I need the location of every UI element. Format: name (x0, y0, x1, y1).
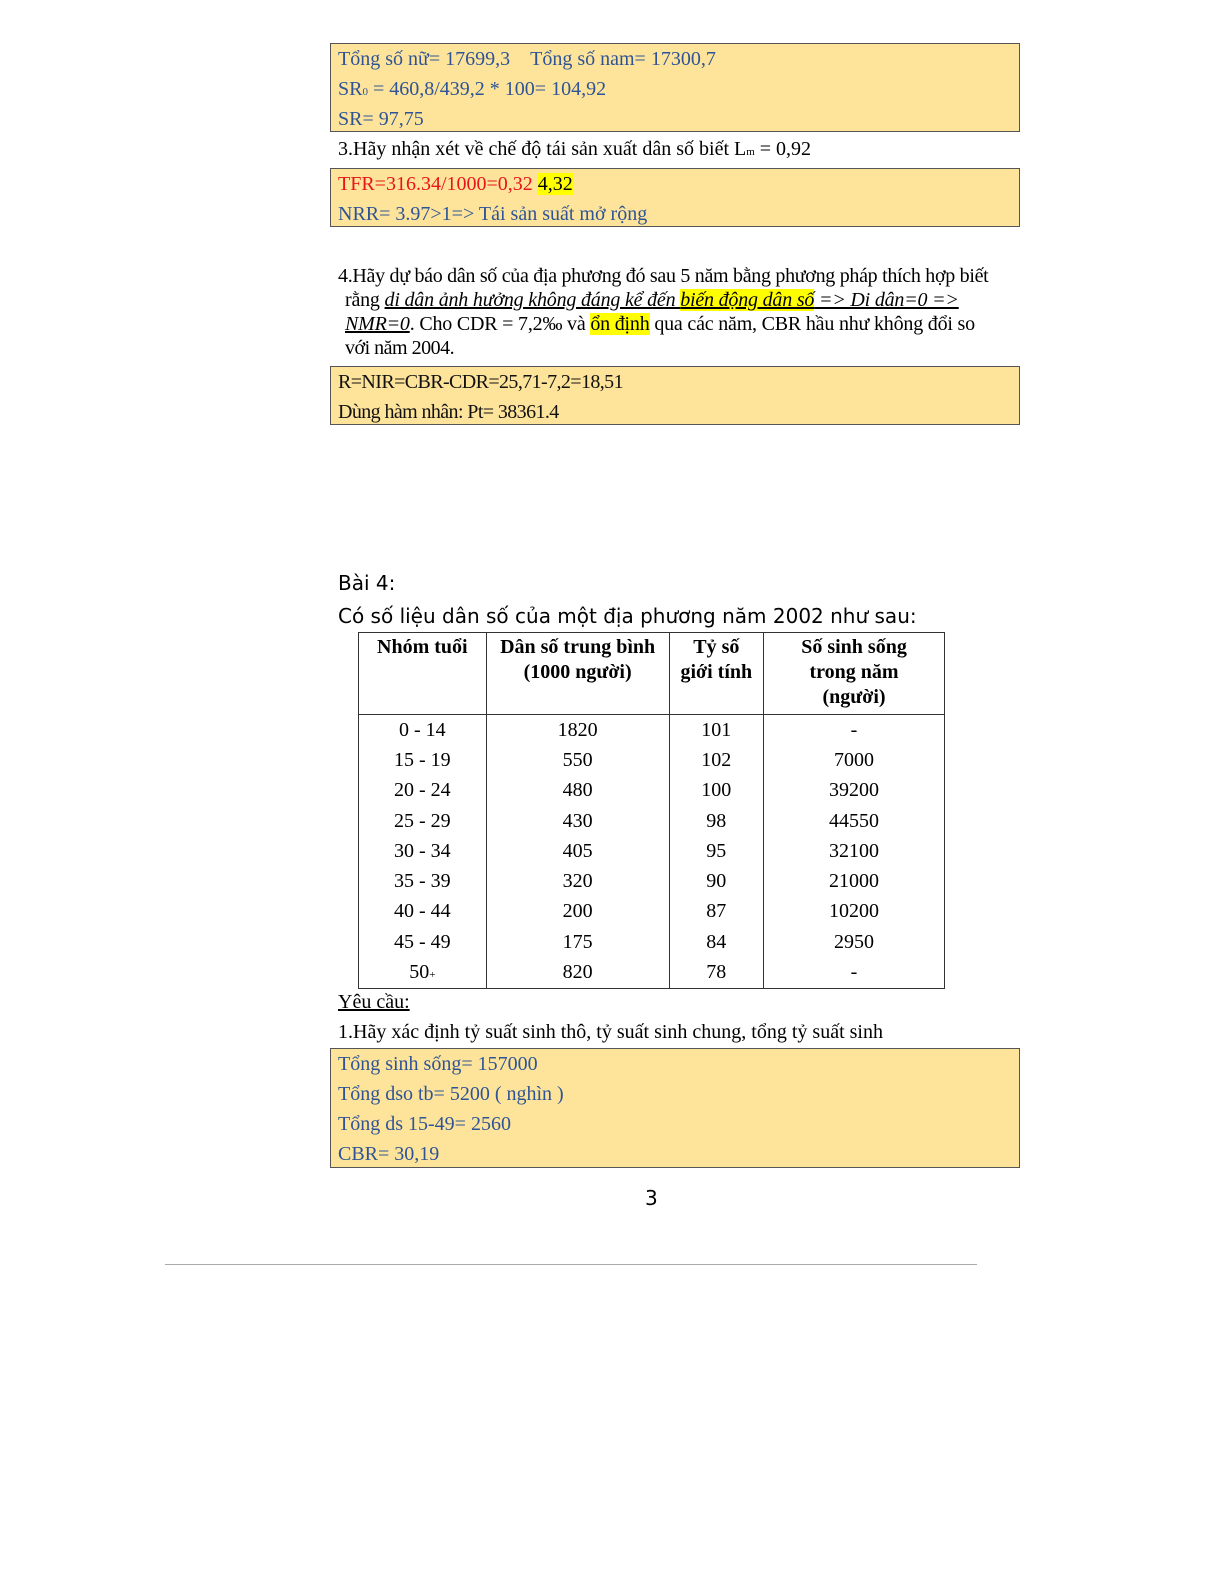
header-live-births: Số sinh sống trong năm (người) (764, 633, 945, 715)
answer-line: SR0 = 460,8/439,2 * 100= 104,92 (338, 78, 607, 100)
exercise-title: Bài 4: (338, 571, 396, 595)
highlight-on-dinh: ổn định (590, 313, 650, 335)
answer-line: SR= 97,75 (338, 108, 424, 130)
highlight-bien-dong: biến động dân số (680, 289, 815, 311)
answer-box-forecast (330, 366, 1020, 425)
requirements-label: Yêu cầu: (338, 991, 410, 1013)
table-row (359, 866, 945, 896)
cell-age-group: 30 - 34 (359, 836, 487, 866)
cell-age-group: 40 - 44 (359, 897, 487, 927)
cell-age-group: 35 - 39 (359, 866, 487, 896)
cell-avg-population: 820 (486, 957, 669, 988)
table-header-row (359, 633, 945, 715)
cell-sex-ratio: 78 (669, 957, 763, 988)
cell-sex-ratio: 100 (669, 776, 763, 806)
header-age-group: Nhóm tuổi (359, 633, 487, 715)
header-sex-ratio: Tỷ số giới tính (669, 633, 763, 715)
page-divider (165, 1264, 977, 1265)
cell-live-births: - (764, 715, 945, 746)
cell-live-births: 44550 (764, 806, 945, 836)
cell-live-births: 32100 (764, 836, 945, 866)
answer-line: CBR= 30,19 (338, 1143, 440, 1165)
tfr-formula: TFR=316.34/1000=0,32 (338, 173, 533, 195)
cell-avg-population: 175 (486, 927, 669, 957)
cell-sex-ratio: 87 (669, 897, 763, 927)
cell-age-group: 20 - 24 (359, 776, 487, 806)
question-3: 3.Hãy nhận xét về chế độ tái sản xuất dân số biết Lm = 0,92 (338, 138, 812, 160)
question-4-line: NMR=0. Cho CDR = 7,2‰ và ổn định qua các năm, CBR hầu như không đổi so (345, 313, 975, 335)
page-number: 3 (645, 1186, 658, 1210)
table-row (359, 806, 945, 836)
answer-box-reproduction (330, 168, 1020, 227)
population-table (358, 632, 945, 989)
table-row (359, 957, 945, 988)
cell-sex-ratio: 101 (669, 715, 763, 746)
answer-box-sex-ratio (330, 43, 1020, 132)
cell-live-births: 10200 (764, 897, 945, 927)
highlighted-value: 4,32 (537, 173, 573, 195)
cell-sex-ratio: 90 (669, 866, 763, 896)
cell-age-group: 25 - 29 (359, 806, 487, 836)
cell-sex-ratio: 84 (669, 927, 763, 957)
answer-line (338, 169, 1012, 199)
cell-sex-ratio: 98 (669, 806, 763, 836)
cell-avg-population: 480 (486, 776, 669, 806)
cell-live-births: 2950 (764, 927, 945, 957)
table-row (359, 715, 945, 746)
answer-line: Tổng dso tb= 5200 ( nghìn ) (338, 1083, 564, 1105)
cell-sex-ratio: 95 (669, 836, 763, 866)
answer-line: R=NIR=CBR-CDR=25,71-7,2=18,51 (338, 371, 623, 393)
header-avg-population: Dân số trung bình (1000 người) (486, 633, 669, 715)
cell-avg-population: 405 (486, 836, 669, 866)
exercise-intro: Có số liệu dân số của một địa phương năm 2002 như sau: (338, 604, 917, 628)
answer-line: NRR= 3.97>1=> Tái sản suất mở rộng (338, 203, 648, 225)
table-row (359, 745, 945, 775)
cell-sex-ratio: 102 (669, 745, 763, 775)
table-row (359, 927, 945, 957)
table-row (359, 836, 945, 866)
question-4-line: với năm 2004. (345, 337, 455, 359)
cell-avg-population: 550 (486, 745, 669, 775)
cell-age-group: 15 - 19 (359, 745, 487, 775)
total-female: Tổng số nữ= 17699,3 (338, 48, 511, 70)
cell-avg-population: 320 (486, 866, 669, 896)
cell-age-group: 0 - 14 (359, 715, 487, 746)
cell-live-births: 7000 (764, 745, 945, 775)
answer-line: Dùng hàm nhân: Pt= 38361.4 (338, 401, 559, 423)
cell-age-group: 45 - 49 (359, 927, 487, 957)
cell-avg-population: 430 (486, 806, 669, 836)
cell-age-group: 50+ (359, 957, 487, 988)
cell-avg-population: 1820 (486, 715, 669, 746)
cell-avg-population: 200 (486, 897, 669, 927)
question-1: 1.Hãy xác định tỷ suất sinh thô, tỷ suất sinh chung, tổng tỷ suất sinh (338, 1021, 883, 1043)
total-male: Tổng số nam= 17300,7 (530, 48, 716, 70)
answer-line: Tổng sinh sống= 157000 (338, 1053, 538, 1075)
cell-live-births: 39200 (764, 776, 945, 806)
cell-live-births: 21000 (764, 866, 945, 896)
question-4-line: 4.Hãy dự báo dân số của địa phương đó sau 5 năm bằng phương pháp thích hợp biết (338, 265, 989, 287)
table-row (359, 897, 945, 927)
answer-line: Tổng ds 15-49= 2560 (338, 1113, 511, 1135)
answer-line (338, 44, 1012, 74)
answer-box-birth-rates (330, 1048, 1020, 1168)
table-row (359, 776, 945, 806)
cell-live-births: - (764, 957, 945, 988)
question-4-line: rằng di dân ảnh hưởng không đáng kể đến biến động dân số => Di dân=0 => (345, 289, 959, 311)
